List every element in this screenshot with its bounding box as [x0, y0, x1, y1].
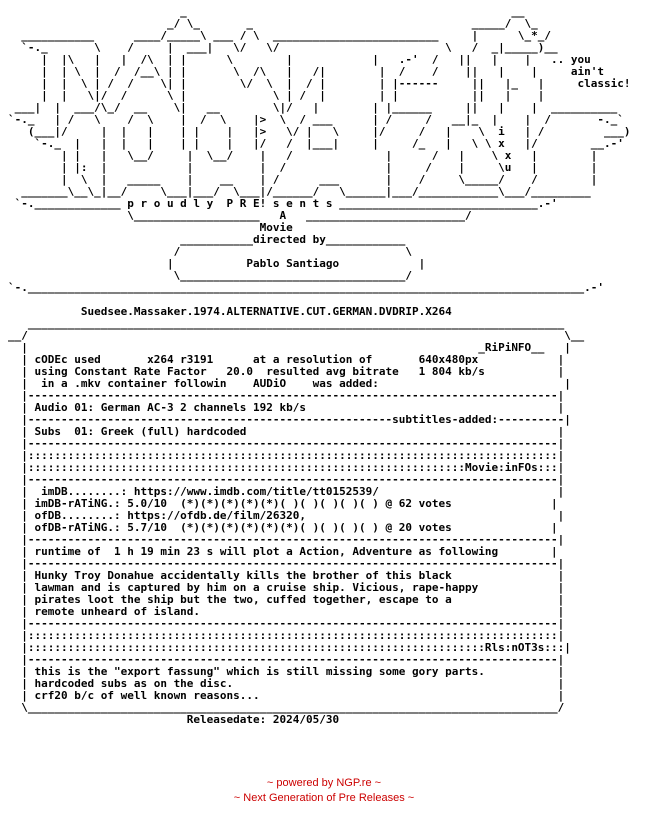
- nfo-line: | _RiPiNFO__ |: [8, 341, 571, 354]
- footer-tagline: ~ Next Generation of Pre Releases ~: [233, 792, 415, 804]
- nfo-line: `-.____________________________________________________________________________________.-': [8, 281, 605, 294]
- nfo-line: | | | \__/ | \__/ | / | / | \ x | |: [8, 149, 598, 162]
- nfo-line: | using Constant Rate Factor 20.0 resulted avg bitrate 1 804 kb/s |: [8, 365, 565, 378]
- nfo-line: |:::::::::::::::::::::::::::::::::::::::::::::::::::::::::::::::::::::Rls:nOT3s:::|: [8, 641, 571, 654]
- nfo-line: \___________________ A ________________________/: [8, 209, 472, 222]
- nfo-line: _/ \_ _ _____/ \_: [8, 17, 558, 30]
- nfo-line: `-._ \ / | ___| \/ \/ \ / _|_____)__: [8, 41, 571, 54]
- nfo-line: | in a .mkv container followin AUDiO was added: |: [8, 377, 571, 390]
- nfo-line: Suedsee.Massaker.1974.ALTERNATIVE.CUT.GERMAN.DVDRIP.X264: [8, 305, 452, 318]
- nfo-line: | ofDB-rATiNG.: 5.7/10 (*)(*)(*)(*)(*)(*)( )( )( )( ) @ 20 votes |: [8, 521, 558, 534]
- footer-powered-by: ~ powered by NGP.re ~: [266, 777, 382, 789]
- nfo-ascii-text: [8, 6, 631, 726]
- nfo-line: | hardcoded subs as on the disc. |: [8, 677, 565, 690]
- nfo-line: | |\ | | /\ | | \ | | .-' / || | | .. you: [8, 53, 591, 66]
- nfo-line: _ __: [8, 5, 558, 18]
- nfo-line: | | \|/ / \ | \ | / | | | || | |: [8, 89, 545, 102]
- footer: [0, 776, 648, 806]
- nfo-line: ___________ ____/_____\ ___ / \ _________________________ | \_*_/: [8, 29, 565, 42]
- nfo-line: __/ \__: [8, 329, 585, 342]
- nfo-line: \________________________________________________________________________________/: [8, 701, 565, 714]
- nfo-line: |--------------------------------------------------------------------------------|: [8, 533, 565, 546]
- nfo-line: _________________________________________________________________________________: [8, 317, 565, 330]
- nfo-line: | Pablo Santiago |: [8, 257, 426, 270]
- nfo-line: | cODEc used x264 r3191 at a resolution of 640x480px |: [8, 353, 565, 366]
- nfo-line: `-._ | / \ / \ | / \ |> \ / ___ | / / __|_ | | / -._`: [8, 113, 624, 126]
- nfo-line: | imDB........: https://www.imdb.com/title/tt0152539/ |: [8, 485, 565, 498]
- nfo-line: `-._ | | | | | | | |/ / |___| | /_ | \ \ x |/ __.-': [8, 137, 624, 150]
- nfo-line: | remote unheard of island. |: [8, 605, 565, 618]
- nfo-line: |--------------------------------------------------------------------------------|: [8, 653, 565, 666]
- nfo-line: | imDB-rATiNG.: 5.0/10 (*)(*)(*)(*)(*)( )( )( )( )( ) @ 62 votes |: [8, 497, 558, 510]
- nfo-line: | Audio 01: German AC-3 2 channels 192 kb/s |: [8, 401, 565, 414]
- nfo-line: | Hunky Troy Donahue accidentally kills the brother of this black |: [8, 569, 565, 582]
- nfo-line: Releasedate: 2024/05/30: [8, 713, 340, 726]
- nfo-line: | pirates loot the ship but the two, cuffed together, escape to a |: [8, 593, 565, 606]
- nfo-line: | ofDB........: https://ofdb.de/film/26320, |: [8, 509, 565, 522]
- nfo-line: | |: | | | / | / | \u | |: [8, 161, 598, 174]
- nfo-line: / \: [8, 245, 412, 258]
- nfo-line: |--------------------------------------------------------------------------------|: [8, 557, 565, 570]
- nfo-line: ___________directed by____________: [8, 233, 406, 246]
- nfo-line: ___| | ___/\_/ __ \| __ \|/ | | |______ || | | __________: [8, 101, 618, 114]
- nfo-line: _______\__\_|__/ \___|___/ \___|/______/ \______|___/____________\___/_________: [8, 185, 591, 198]
- nfo-line: | crf20 b/c of well known reasons... |: [8, 689, 565, 702]
- nfo-line: | this is the "export fassung" which is still missing some gory parts. |: [8, 665, 565, 678]
- nfo-line: | | \ | / /__\ | | \ /\ | /| | / / || | | ain't: [8, 65, 605, 78]
- nfo-line: \__________________________________/: [8, 269, 412, 282]
- nfo-line: |--------------------------------------------------------------------------------|: [8, 437, 565, 450]
- nfo-line: |::::::::::::::::::::::::::::::::::::::::::::::::::::::::::::::::::::::::::::::::|: [8, 629, 565, 642]
- nfo-line: | \ | _____ | __ | / ___ | / \_____/ / |: [8, 173, 598, 186]
- nfo-line: |::::::::::::::::::::::::::::::::::::::::::::::::::::::::::::::::::::::::::::::::|: [8, 449, 565, 462]
- nfo-line: | Subs 01: Greek (full) hardcoded |: [8, 425, 565, 438]
- nfo-line: | lawman and is captured by him on a cruise ship. Vicious, rape-happy |: [8, 581, 565, 594]
- nfo-line: `-._____________ p r o u d l y P R E! s e n t s ______________________________.-': [8, 197, 558, 210]
- nfo-line: Movie: [8, 221, 293, 234]
- nfo-line: | runtime of 1 h 19 min 23 s will plot a Action, Adventure as following |: [8, 545, 558, 558]
- nfo-line: | | \ | / / \| | \/ \ | / | | |------ || |_ | classic!: [8, 77, 631, 90]
- nfo-line: |--------------------------------------------------------------------------------|: [8, 617, 565, 630]
- nfo-line: (___|/ | | | | | | |> \/ | \ |/ / | \ i | / ___): [8, 125, 631, 138]
- nfo-line: |--------------------------------------------------------------------------------|: [8, 473, 565, 486]
- nfo-line: |-------------------------------------------------------subtitles-added:----------|: [8, 413, 571, 426]
- nfo-line: |::::::::::::::::::::::::::::::::::::::::::::::::::::::::::::::::::Movie:inFOs:::|: [8, 461, 565, 474]
- nfo-line: |--------------------------------------------------------------------------------|: [8, 389, 565, 402]
